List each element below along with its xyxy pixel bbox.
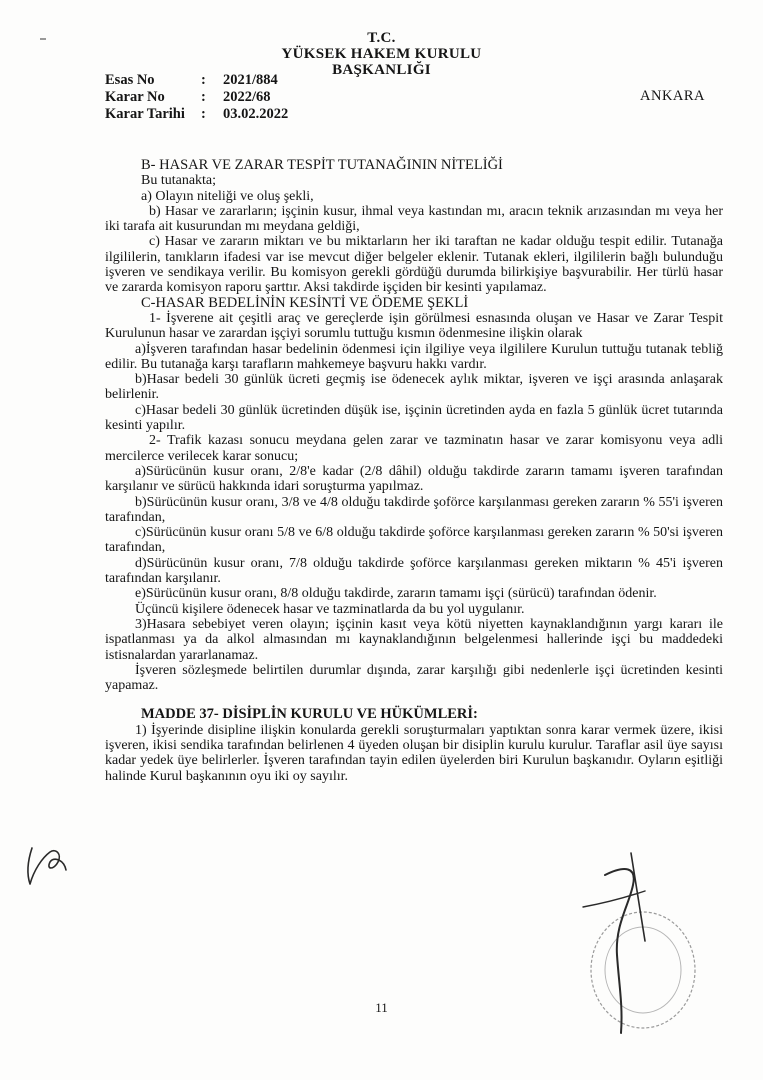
page-number: 11 [375, 1000, 388, 1015]
case-metadata [105, 72, 288, 123]
paragraph: Bu tutanakta; [141, 173, 217, 189]
document-body [105, 158, 723, 784]
paragraph: a)İşveren tarafından hasar bedelinin ödenmesi için ilgiliye veya ilgililere Kurulun tuttuğu tutanak tebliğ edilir. Bu tutanağa karşı tarafların mahkemeye başvuru hakkı vardır. [105, 341, 723, 372]
header-line-3: BAŞKANLIĞI [332, 62, 431, 78]
city-label: ANKARA [640, 88, 706, 104]
handwritten-margin-mark [20, 840, 80, 890]
meta-key: Karar No [105, 89, 165, 105]
section-heading-b: B- HASAR VE ZARAR TESPİT TUTANAĞININ NİTELİĞİ [141, 157, 503, 173]
paragraph: d)Sürücünün kusur oranı, 7/8 olduğu takdirde şoförce karşılanması gereken miktarın % 45'i işveren tarafından karşılanır. [105, 555, 723, 587]
meta-row-tarih [105, 106, 288, 123]
section-heading-c: C-HASAR BEDELİNİN KESİNTİ VE ÖDEME ŞEKLİ [141, 294, 469, 311]
meta-value: 2022/68 [223, 89, 271, 105]
paragraph: a)Sürücünün kusur oranı, 2/8'e kadar (2/8 dâhil) olduğu takdirde zararın tamamı işveren tarafından karşılanır ve sürücü hakkında idari soruşturma yapılmaz. [105, 463, 723, 495]
meta-value: 03.02.2022 [223, 106, 289, 122]
paragraph: İşveren sözleşmede belirtilen durumlar dışında, zarar karşılığı gibi nedenlerle işçi ücretinden kesinti yapamaz. [105, 662, 723, 694]
paragraph: 1- İşverene ait çeşitli araç ve gereçlerde işin görülmesi esnasında oluşan ve Hasar ve Zarar Tespit Kurulunun hasar ve zarardan işçiyi sorumlu tuttuğu kısmın ödenmesine ilişkin olarak [105, 310, 723, 342]
header-line-1: T.C. [367, 30, 396, 46]
meta-value: 2021/884 [223, 72, 278, 88]
meta-colon: : [201, 89, 206, 105]
paragraph: c)Hasar bedeli 30 günlük ücretinden düşük ise, işçinin ücretinden ayda en fazla 5 günlük ücret tutarında kesinti yapılır. [105, 402, 723, 434]
paragraph: c)Sürücünün kusur oranı 5/8 ve 6/8 olduğu takdirde şoförce karşılanması gereken zararın % 50'si işveren tarafından, [105, 525, 723, 556]
paragraph: Üçüncü kişilere ödenecek hasar ve tazminatlarda da bu yol uygulanır. [135, 601, 525, 617]
paragraph: c) Hasar ve zararın miktarı ve bu miktarların her iki taraftan ne kadar olduğu tespit edilir. Tutanağa ilgililerin, tanıkların ifadesi var ise mevcut diğer belgeler eklenir. Tutanak ekleri, ilgililerin bağlı bulunduğu işveren ve sendikaya verilir. Bu komisyon gerekli gördüğü durumda bilirkişiye başvurabilir. Her türlü hasar ve zararda komisyon raporu şarttır. Aksi takdirde işçiden bir kesinti yapılamaz. [105, 234, 723, 296]
article-heading-37: MADDE 37- DİSİPLİN KURULU VE HÜKÜMLERİ: [141, 706, 478, 723]
paragraph: b)Sürücünün kusur oranı, 3/8 ve 4/8 olduğu takdirde şoförce karşılanması gereken zararın % 55'i işveren tarafından, [105, 494, 723, 525]
meta-key: Esas No [105, 72, 155, 88]
paragraph: 3)Hasara sebebiyet veren olayın; işçinin kasıt veya kötü niyetten kaynaklandığının yargı kararı ile ispatlanması ya da alkol almasından mı kaynaklandığının belgelenmesi hallerinde işçi bu maddedeki istisnalardan yararlanamaz. [105, 616, 723, 663]
paragraph: b) Hasar ve zararların; işçinin kusur, ihmal veya kastından mı, aracın teknik arızasından mı veya her iki tarafa ait kusurundan mı meydana geldiği, [105, 203, 723, 235]
paragraph: b)Hasar bedeli 30 günlük ücreti geçmiş ise ödenecek aylık miktar, işveren ve işçi arasında anlaşarak belirlenir. [105, 372, 723, 403]
meta-row-esas [105, 72, 288, 89]
paragraph: 1) İşyerinde disipline ilişkin konularda gerekli soruşturmaları yaptıktan sonra karar vermek üzere, ikisi işveren, ikisi sendika tarafından belirlenen 4 üyeden oluşan bir disiplin kurulu kurulur. Taraflar asil üye sayısı kadar yedek üye belirlerler. İşveren tarafından tayin edilen üyelerden biri Kurulun başkanıdır. Oyların eşitliği halinde Kurul başkanının oyu iki oy sayılır. [105, 722, 723, 784]
paragraph: a) Olayın niteliği ve oluş şekli, [141, 188, 314, 204]
paragraph: 2- Trafik kazası sonucu meydana gelen zarar ve tazminatın hasar ve zarar komisyonu veya adli mercilerce verilecek karar sonucu; [105, 433, 723, 464]
header-line-2: YÜKSEK HAKEM KURULU [281, 46, 482, 62]
paragraph: e)Sürücünün kusur oranı, 8/8 olduğu takdirde, zararın tamamı işçi (sürücü) tarafından ödenir. [135, 586, 657, 602]
meta-colon: : [201, 106, 206, 122]
meta-row-karar [105, 89, 288, 106]
meta-key: Karar Tarihi [105, 106, 185, 122]
meta-colon: : [201, 72, 206, 88]
